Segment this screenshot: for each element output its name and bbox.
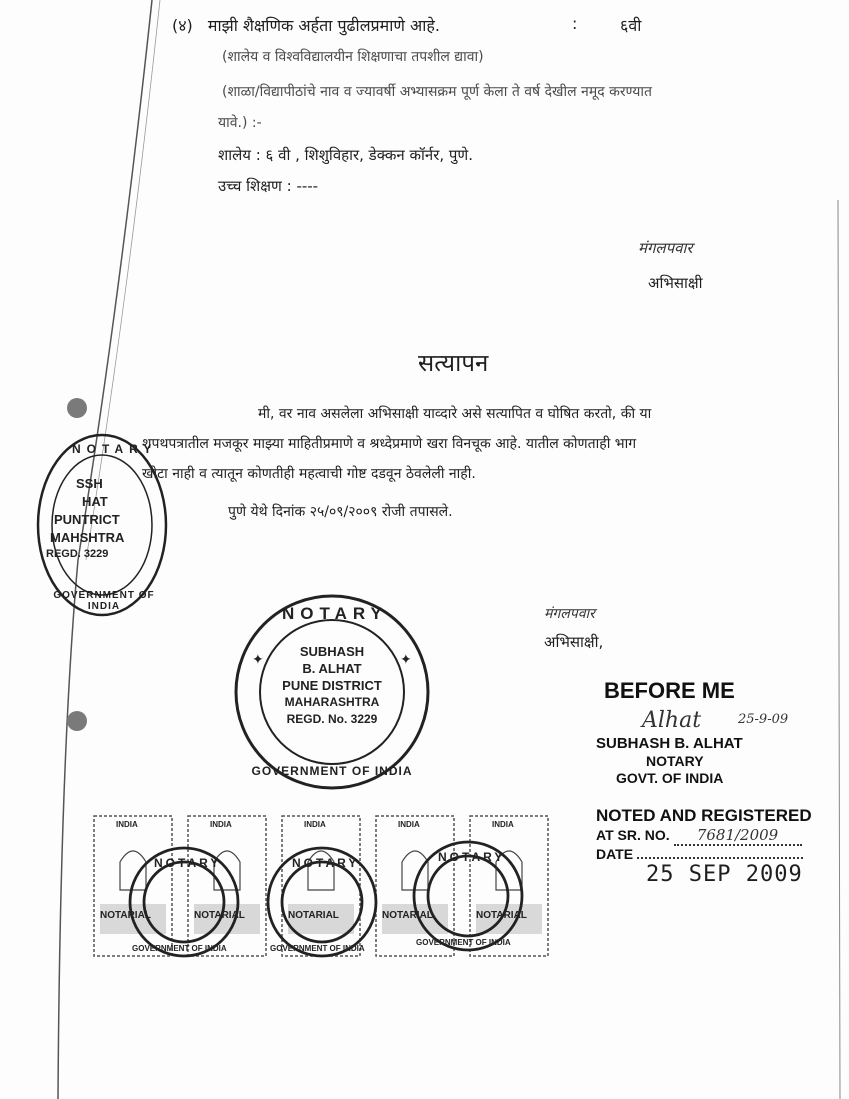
date-dotted-line	[637, 857, 803, 859]
notary-govt: GOVT. OF INDIA	[616, 770, 724, 786]
verification-para-line3: खोटा नाही व त्यातून कोणतीही महत्वाची गोष्ट दडवून ठेवलेली नाही.	[142, 466, 476, 482]
deponent-label-1: अभिसाक्षी	[648, 274, 703, 292]
seal-main-line4: MAHARASHTRA	[284, 695, 380, 709]
small-seal-2-ring-top: NOTARY	[292, 856, 360, 870]
registration-heading: NOTED AND REGISTERED	[596, 806, 812, 825]
deponent-signature-2: मंगलपवार	[544, 606, 595, 622]
item4-value: ६वी	[620, 16, 642, 35]
registration-date-value: 25 SEP 2009	[646, 862, 803, 887]
instruction-2-line2: यावे.) :-	[218, 115, 262, 131]
notary-name: SUBHASH B. ALHAT	[596, 735, 743, 752]
stamp-5-top: INDIA	[492, 820, 514, 829]
notary-designation: NOTARY	[646, 753, 704, 769]
verification-date-line: पुणे येथे दिनांक २५/०९/२००९ रोजी तपासले.	[228, 504, 453, 520]
deponent-label-2: अभिसाक्षी,	[544, 633, 604, 651]
seal-main-line2: B. ALHAT	[302, 661, 362, 676]
stamp-notarial-5: NOTARIAL	[476, 910, 527, 921]
punch-hole-bottom	[67, 711, 87, 731]
seal-partial-ring-bottom: GOVERNMENT OF INDIA	[53, 590, 155, 612]
sr-no-label: AT SR. NO.	[596, 827, 670, 843]
small-seal-2-ring-bottom: GOVERNMENT OF INDIA	[270, 944, 365, 953]
svg-text:✦: ✦	[252, 652, 264, 668]
seal-main-ring-top: NOTARY	[282, 604, 388, 623]
stamp-notarial-1: NOTARIAL	[100, 910, 151, 921]
before-me-heading: BEFORE ME	[604, 678, 735, 703]
small-seal-3-ring-top: NOTARY	[438, 850, 506, 864]
stamp-notarial-4: NOTARIAL	[382, 910, 433, 921]
seal-partial-line3: PUNTRICT	[54, 512, 120, 527]
registration-date-row	[596, 846, 803, 862]
verification-para-line2: शपथपत्रातील मजकूर माझ्या माहितीप्रमाणे व श्रध्देप्रमाणे खरा विनचूक आहे. यातील कोणताही भाग	[142, 436, 637, 452]
school-line: शालेय : ६ वी , शिशुविहार, डेक्कन कॉर्नर, पुणे.	[218, 146, 474, 164]
before-me-sign-date: 25-9-09	[738, 712, 789, 727]
notary-seal-main	[232, 594, 432, 790]
deponent-signature-1: मंगलपवार	[638, 239, 693, 257]
seal-partial-line4: MAHSHTRA	[50, 530, 125, 545]
notary-seal-partial	[36, 430, 168, 620]
registration-sr-row	[596, 826, 802, 846]
item4-colon: :	[572, 14, 578, 33]
stamp-3-top: INDIA	[304, 820, 326, 829]
item4-line	[172, 14, 440, 36]
stamp-notarial-2: NOTARIAL	[194, 910, 245, 921]
stamp-notarial-3: NOTARIAL	[288, 910, 339, 921]
verification-title: सत्यापन	[418, 349, 489, 377]
punch-hole-top	[67, 398, 87, 418]
sr-no-value: 7681/2009	[674, 826, 802, 846]
stamp-1-top: INDIA	[116, 820, 138, 829]
small-seal-3-ring-bottom: GOVERNMENT OF INDIA	[416, 938, 511, 947]
item4-text: माझी शैक्षणिक अर्हता पुढीलप्रमाणे आहे.	[207, 16, 440, 35]
seal-partial-line5: REGD. 3229	[46, 548, 109, 560]
date-label: DATE	[596, 846, 634, 862]
stamp-4-top: INDIA	[398, 820, 420, 829]
item4-number: (४)	[172, 16, 193, 35]
seal-main-line5: REGD. No. 3229	[286, 712, 378, 726]
small-seal-1-ring-bottom: GOVERNMENT OF INDIA	[132, 944, 227, 953]
higher-education-line: उच्च शिक्षण : ----	[218, 177, 319, 195]
seal-main-line3: PUNE DISTRICT	[282, 678, 382, 693]
instruction-1: (शालेय व विश्वविद्यालयीन शिक्षणाचा तपशील द्यावा)	[222, 49, 484, 65]
instruction-2-line1: (शाळा/विद्यापीठांचे नाव व ज्यावर्षी अभ्यासक्रम पूर्ण केला ते वर्ष देखील नमूद करण्यात	[222, 84, 652, 100]
revenue-stamps	[90, 812, 552, 962]
seal-partial-line1: SSH	[76, 476, 103, 491]
seal-main-ring-bottom: GOVERNMENT OF INDIA	[251, 764, 413, 778]
svg-text:✦: ✦	[400, 652, 412, 668]
seal-partial-ring-top: NOTARY	[72, 442, 158, 456]
small-seal-1-ring-top: NOTARY	[154, 856, 222, 870]
seal-main-line1: SUBHASH	[299, 644, 365, 659]
verification-para-line1: मी, वर नाव असलेला अभिसाक्षी याव्दारे असे सत्यापित व घोषित करतो, की या	[258, 406, 652, 422]
before-me-signature: Alhat	[642, 708, 702, 733]
seal-partial-line2: HAT	[82, 494, 108, 509]
stamp-2-top: INDIA	[210, 820, 232, 829]
